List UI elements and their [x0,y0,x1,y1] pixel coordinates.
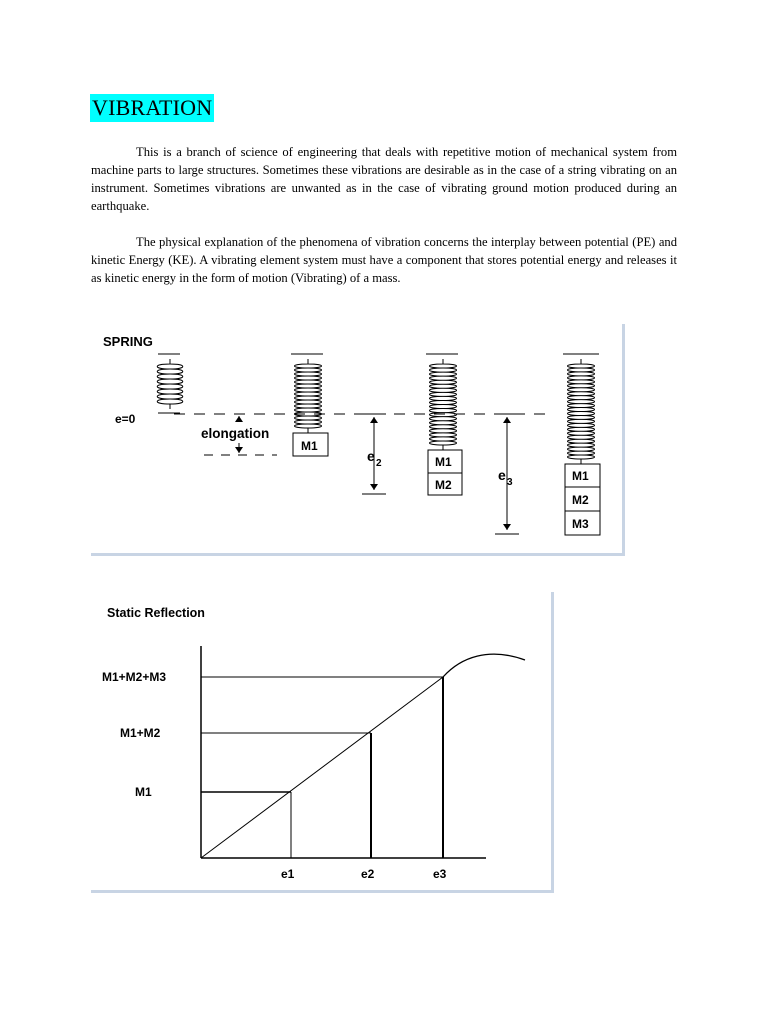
explanation-paragraph: The physical explanation of the phenomena of vibration concerns the interplay between potential (PE) and kinetic Energy (KE). A vibrating element system must have a component that stores potential energy and releases it as kinetic energy in the form of motion (Vibrating) of a mass. [91,235,677,285]
static-reflection-graph [91,592,551,890]
mass-m1-label: M1 [301,439,318,453]
elongation-annotation [201,416,277,455]
e2-label: e [367,448,375,464]
static-figure-title: Static Reflection [107,606,205,620]
yield-curve [443,654,525,677]
spring-3-coil [430,359,457,450]
mass-m1-label: M1 [435,455,452,469]
spring-3 [426,354,462,495]
e3-label: e [498,467,506,483]
spring-4-coil [568,359,595,464]
y-label-m1m2m3: M1+M2+M3 [102,670,167,684]
spring-diagram [91,324,622,553]
y-label-m1: M1 [135,785,152,799]
e0-label: e=0 [115,412,136,426]
load-line [201,677,443,858]
x-label-e1: e1 [281,867,295,881]
mass-m1-label: M1 [572,469,589,483]
spring-2 [291,354,328,456]
x-label-e3: e3 [433,867,447,881]
x-label-e2: e2 [361,867,375,881]
spring-1-coil [157,359,183,409]
e3-subscript: 3 [507,477,513,488]
e3-annotation [495,414,519,534]
e2-annotation [362,414,386,494]
spring-2-coil [295,359,322,433]
spring-4 [563,354,600,535]
document-title: VIBRATION [92,95,213,120]
mass-m2-label: M2 [572,493,589,507]
static-reflection-figure [91,592,554,893]
spring-figure [91,324,625,556]
e2-subscript: 2 [376,458,382,469]
y-label-m1m2: M1+M2 [120,726,161,740]
mass-m3-label: M3 [572,517,589,531]
spring-1 [157,354,183,413]
mass-m2-label: M2 [435,478,452,492]
spring-figure-title: SPRING [103,334,153,349]
intro-paragraph: This is a branch of science of engineering that deals with repetitive motion of mechanical system from machine parts to large structures. Sometimes these vibrations are desirable as in the case of a string vibrating on an instrument. Sometimes vibrations are unwanted as in the case of vibrating ground motion produced during an earthquake. [91,145,677,213]
elongation-label: elongation [201,426,270,441]
